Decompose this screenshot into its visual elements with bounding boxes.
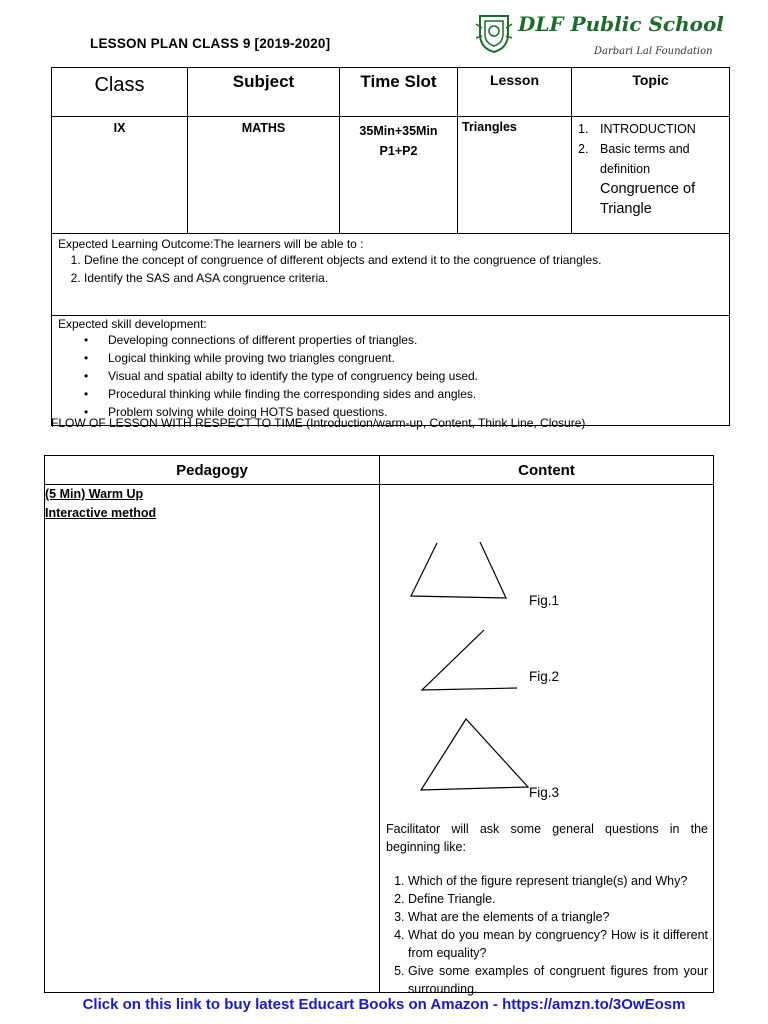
figure-1-open-shape — [411, 542, 506, 598]
amazon-link[interactable]: Click on this link to buy latest Educart Books on Amazon - https://amzn.to/3OwEosm — [82, 996, 686, 1013]
question-list — [386, 872, 708, 998]
outcome-list — [58, 251, 723, 287]
pedagogy-cell — [45, 485, 380, 993]
foundation-name: Darbari Lal Foundation — [594, 46, 713, 57]
fig-1-label: Fig.1 — [529, 593, 560, 608]
header-content: Content — [380, 456, 714, 485]
pedagogy-content-table — [44, 455, 714, 996]
header-lesson: Lesson — [489, 72, 539, 88]
flow-of-lesson-text: FLOW OF LESSON WITH RESPECT TO TIME (Introduction/warm-up, Content, Think Line, Closure) — [51, 416, 586, 430]
figure-2-open-angle — [422, 630, 517, 690]
list-item: • Developing connections of different properties of triangles. — [84, 331, 723, 349]
header-time-slot: Time Slot — [360, 72, 437, 91]
topic-item: Congruence of — [600, 181, 696, 197]
time-slot-line1: 35Min+35Min — [359, 124, 438, 138]
figures-drawing — [380, 485, 715, 815]
subject-value: MATHS — [241, 121, 286, 135]
warm-up-label: (5 Min) Warm Up — [45, 487, 144, 501]
content-cell — [380, 485, 714, 996]
lesson-info-table — [51, 67, 730, 426]
school-crest-icon — [474, 10, 514, 54]
school-logo — [474, 8, 734, 64]
list-item: • Logical thinking while proving two triangles congruent. — [84, 349, 723, 367]
list-item: 4. What do you mean by congruency? How is it different from equality? — [408, 926, 708, 962]
topic-list — [572, 117, 729, 219]
header-pedagogy: Pedagogy — [45, 456, 380, 485]
topic-item: Triangle — [600, 201, 652, 217]
list-item: 3. What are the elements of a triangle? — [408, 908, 708, 926]
fig-2-label: Fig.2 — [529, 669, 560, 684]
list-item: • Problem solving while doing HOTS based questions. — [84, 403, 723, 421]
lesson-value: Triangles — [462, 120, 517, 134]
facilitator-questions — [386, 820, 708, 998]
header-topic: Topic — [632, 72, 669, 88]
fig-3-label: Fig.3 — [529, 785, 560, 800]
topic-item: 1. INTRODUCTION — [578, 122, 696, 136]
list-item: 1. Which of the figure represent triangle(s) and Why? — [408, 872, 708, 890]
figure-3-triangle — [421, 719, 528, 790]
list-item: 5. Give some examples of congruent figures from your surrounding. — [408, 962, 708, 998]
list-item: • Visual and spatial abilty to identify the type of congruency being used. — [84, 367, 723, 385]
list-item: 1. Define the concept of congruence of different objects and extend it to the congruence of triangles. — [84, 251, 723, 269]
page-title: LESSON PLAN CLASS 9 [2019-2020] — [90, 36, 331, 51]
school-name: DLF Public School — [518, 12, 724, 36]
skills-heading: Expected skill development: — [58, 317, 207, 331]
outcome-heading: Expected Learning Outcome:The learners will be able to : — [58, 237, 364, 251]
topic-item: definition — [600, 162, 651, 176]
class-value: IX — [113, 121, 126, 135]
method-label: Interactive method — [45, 506, 157, 520]
skills-list — [58, 331, 723, 421]
time-slot-line2: P1+P2 — [379, 144, 418, 158]
list-item: 2. Identify the SAS and ASA congruence criteria. — [84, 269, 723, 287]
list-item: 2. Define Triangle. — [408, 890, 708, 908]
facilitator-intro: Facilitator will ask some general questions in the beginning like: — [386, 822, 708, 854]
header-subject: Subject — [232, 72, 295, 91]
header-class: Class — [94, 74, 145, 96]
topic-item: 2. Basic terms and — [578, 142, 690, 156]
list-item: • Procedural thinking while finding the corresponding sides and angles. — [84, 385, 723, 403]
